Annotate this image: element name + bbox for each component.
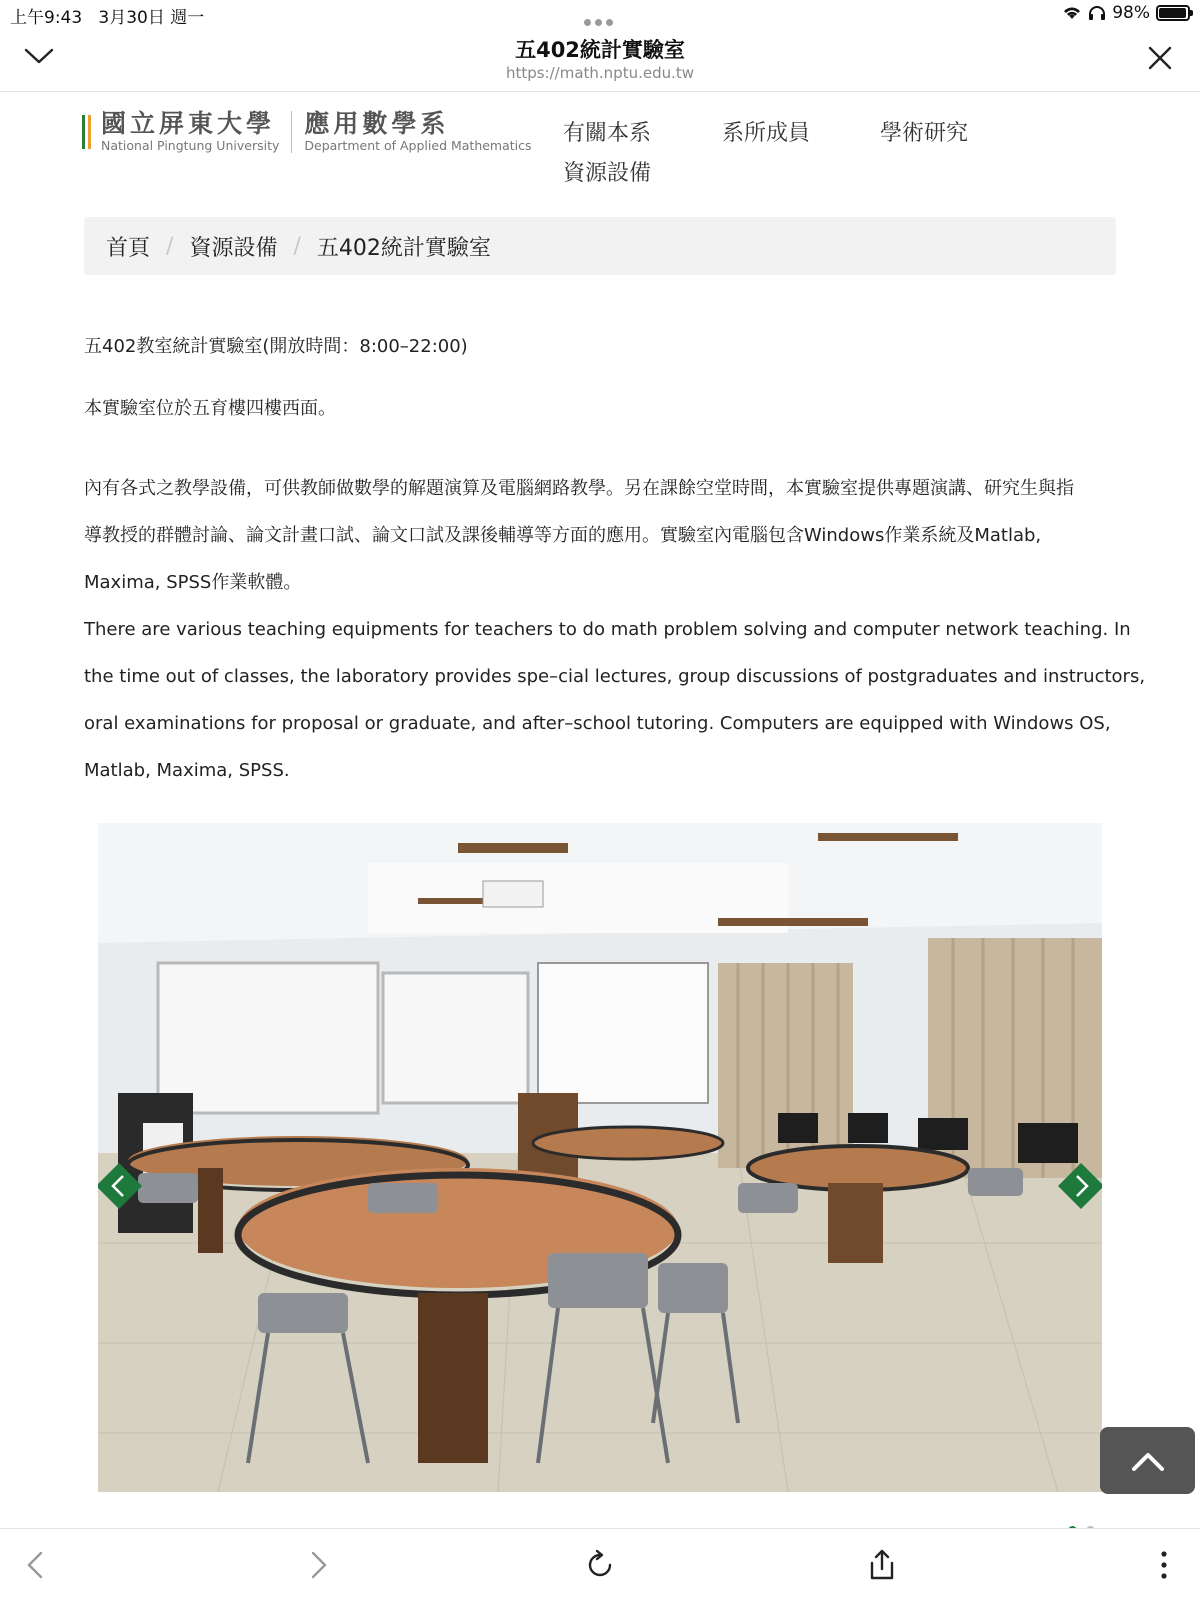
description-cn [84, 465, 1124, 606]
wifi-icon [1062, 5, 1082, 21]
department-name-en: Department of Applied Mathematics [304, 138, 532, 153]
description-en-line: oral examinations for proposal or graduate, and after–school tutoring. Computers are equipped with Windows OS, [84, 713, 1111, 734]
breadcrumb-separator: / [166, 233, 174, 259]
site-header [0, 92, 1200, 210]
clock: 上午9:43 [10, 8, 83, 28]
breadcrumb [84, 217, 1116, 275]
description-en-line: the time out of classes, the laboratory provides spe–cial lectures, group discussions of postgraduates and instructors, [84, 666, 1146, 687]
nav-item-resources[interactable]: 資源設備 [563, 161, 652, 186]
breadcrumb-current: 五402統計實驗室 [316, 235, 491, 261]
nav-item-members[interactable]: 系所成員 [722, 121, 811, 146]
reload-button[interactable] [578, 1543, 622, 1587]
status-indicators [1062, 3, 1190, 23]
headphones-icon [1088, 5, 1106, 21]
back-button[interactable] [14, 1543, 58, 1587]
university-name-cn: 國立屏東大學 [101, 109, 276, 138]
browser-url[interactable]: https://math.nptu.edu.tw [505, 64, 695, 82]
breadcrumb-separator: / [293, 233, 301, 259]
nav-item-about[interactable]: 有關本系 [563, 121, 652, 146]
carousel-prev-button[interactable] [98, 1161, 144, 1211]
share-icon [866, 1548, 898, 1582]
status-time [10, 3, 204, 28]
browser-header [0, 28, 1200, 92]
logo-divider [291, 111, 292, 153]
chevron-left-icon [98, 1161, 144, 1211]
close-button[interactable] [1146, 44, 1174, 72]
breadcrumb-home[interactable]: 首頁 [106, 235, 151, 261]
lab-photo [98, 823, 1102, 1492]
lab-hours-line: 五402教室統計實驗室(開放時間：8:00–22:00) [84, 336, 468, 357]
status-bar [0, 0, 1200, 28]
description-cn-line: 導教授的群體討論、論文計畫口試、論文口試及課後輔導等方面的應用。實驗室內電腦包含Windows作業系統及Matlab, [84, 525, 1042, 546]
logo-bars [82, 115, 91, 149]
battery-icon [1156, 5, 1190, 21]
close-icon [1146, 44, 1174, 72]
site-logo[interactable] [82, 110, 532, 154]
more-button[interactable] [1142, 1543, 1186, 1587]
chevron-right-icon [306, 1550, 330, 1580]
back-to-top-button[interactable] [1100, 1427, 1195, 1494]
breadcrumb-resources[interactable]: 資源設備 [189, 235, 278, 261]
reload-icon [584, 1549, 616, 1581]
more-vertical-icon [1159, 1550, 1169, 1580]
carousel-next-button[interactable] [1056, 1161, 1102, 1211]
chevron-up-icon [1130, 1449, 1166, 1473]
browser-toolbar [0, 1528, 1200, 1600]
description-cn-line: Maxima, SPSS作業軟體。 [84, 572, 302, 593]
date: 3月30日 週一 [98, 8, 205, 28]
battery-percent: 98% [1112, 3, 1150, 23]
university-name-en: National Pingtung University [101, 138, 280, 153]
chevron-right-icon [1056, 1161, 1102, 1211]
department-name-cn: 應用數學系 [304, 109, 450, 138]
browser-page-title: 五402統計實驗室 [515, 38, 685, 62]
share-button[interactable] [860, 1543, 904, 1587]
description-cn-line: 內有各式之教學設備，可供教師做數學的解題演算及電腦網路教學。另在課餘空堂時間，本實驗室提供專題演講、研究生與指 [84, 478, 1074, 499]
chevron-left-icon [24, 1550, 48, 1580]
image-carousel[interactable] [98, 823, 1102, 1492]
nav-item-research[interactable]: 學術研究 [880, 121, 969, 146]
forward-button[interactable] [296, 1543, 340, 1587]
lab-location-line: 本實驗室位於五育樓四樓西面。 [84, 398, 336, 419]
description-en-line: Matlab, Maxima, SPSS. [84, 760, 290, 781]
description-en-line: There are various teaching equipments for teachers to do math problem solving and computer network teaching. In [84, 619, 1131, 640]
description-en [84, 606, 1146, 794]
